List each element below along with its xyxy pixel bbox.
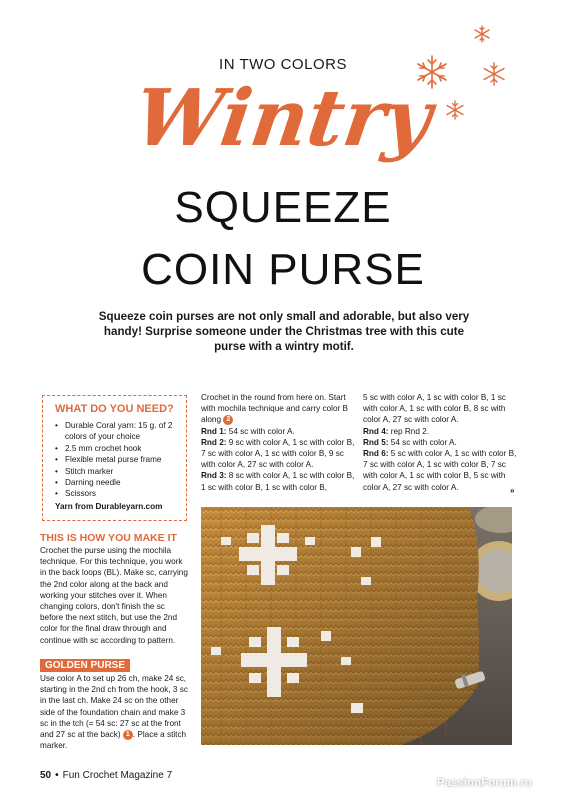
snowflake-icon-small-top [475, 26, 489, 42]
continue-marker: » [510, 486, 515, 495]
round-text: 8 sc with color A, 1 sc with color B, 1 sc with color B, 1 sc with color B, [201, 471, 355, 492]
supplies-title: WHAT DO YOU NEED? [55, 403, 174, 415]
round-label: Rnd 6: [363, 449, 389, 459]
purse-photo [201, 507, 512, 745]
round-text: 5 sc with color A, 1 sc with color B, 7 sc with color A, 1 sc with color B, 7 sc with color A, 1 sc with color B, 5 sc with color A, 27 sc with color A. [363, 449, 517, 492]
round-text: rep Rnd 2. [390, 426, 429, 436]
pattern-column-2 [201, 392, 356, 493]
how-heading: THIS IS HOW YOU MAKE IT [40, 532, 177, 544]
round-3-cont: 5 sc with color A, 1 sc with color B, 1 sc with color A, 1 sc with color B, 8 sc with color A, 27 sc with color A. [363, 393, 506, 425]
watermark: PassionForum.ru [437, 777, 532, 789]
round-2 [201, 437, 356, 471]
round-3 [201, 470, 356, 492]
page-number: 50 [40, 770, 52, 781]
round-label: Rnd 3: [201, 471, 227, 481]
title-line-1: SQUEEZE [174, 183, 392, 232]
round-label: Rnd 4: [363, 426, 389, 436]
round-text: 54 sc with color A. [228, 426, 295, 436]
pattern-column-3 [363, 392, 518, 493]
col2-intro [201, 392, 356, 426]
script-title: Wintry [129, 73, 437, 164]
golden-purse-paragraph [40, 673, 190, 751]
step-badge: 2 [223, 415, 233, 425]
footer-separator: • [55, 770, 59, 781]
round-4 [363, 426, 518, 437]
step-badge: 1 [123, 730, 133, 740]
article-kicker: IN TWO COLORS [219, 56, 347, 73]
golden-purse-text: Use color A to set up 26 ch, make 24 sc, starting in the 2nd ch from the hook, 3 sc in the last ch. Make 24 sc on the other side of the foundation chain and make 3 sc in the tch (= 54 sc: 27 sc at the front and 27 sc at the back) [40, 674, 188, 740]
round-5 [363, 437, 518, 448]
round-label: Rnd 1: [201, 426, 227, 436]
round-text: 54 sc with color A. [390, 437, 457, 447]
title-line-2: COIN PURSE [141, 245, 425, 294]
how-paragraph: Crochet the purse using the mochila technique. For this technique, you work in the back loops (BL). Make sc, carrying the 2nd color along at the back and working your stitches over it. When changing colors, don't finish the sc before the next stitch, but use the 2nd color for the final draw through and continue with sc according to pattern. [40, 546, 188, 645]
round-6 [363, 448, 518, 493]
supply-item: • 2.5 mm crochet hook [55, 443, 185, 454]
supply-item: • Flexible metal purse frame [55, 454, 185, 465]
col2-intro-text: Crochet in the round from here on. Start with mochila technique and carry color B along [201, 393, 348, 425]
page-footer [40, 770, 172, 781]
supply-item: • Darning needle [55, 477, 185, 488]
round-label: Rnd 5: [363, 437, 389, 447]
supply-item: • Stitch marker [55, 466, 185, 477]
golden-purse-heading: GOLDEN PURSE [40, 659, 130, 672]
yarn-source: Yarn from Durableyarn.com [55, 502, 163, 511]
supply-item: • Scissors [55, 488, 185, 499]
intro-paragraph: Squeeze coin purses are not only small and adorable, but also very handy! Surprise someone under the Christmas tree with this cute purse with a wintry motif. [98, 310, 470, 353]
golden-purse-after: . Place a stitch marker. [40, 730, 187, 751]
round-1 [201, 426, 356, 437]
supply-item: • Durable Coral yarn: 15 g. of 2 colors of your choice [55, 420, 185, 443]
round-text: 9 sc with color A, 1 sc with color B, 7 sc with color A, 1 sc with color B, 9 sc with color A, 27 sc with color A. [201, 437, 355, 470]
round-label: Rnd 2: [201, 437, 227, 447]
supplies-list [55, 420, 185, 500]
magazine-name: Fun Crochet Magazine 7 [62, 770, 173, 781]
